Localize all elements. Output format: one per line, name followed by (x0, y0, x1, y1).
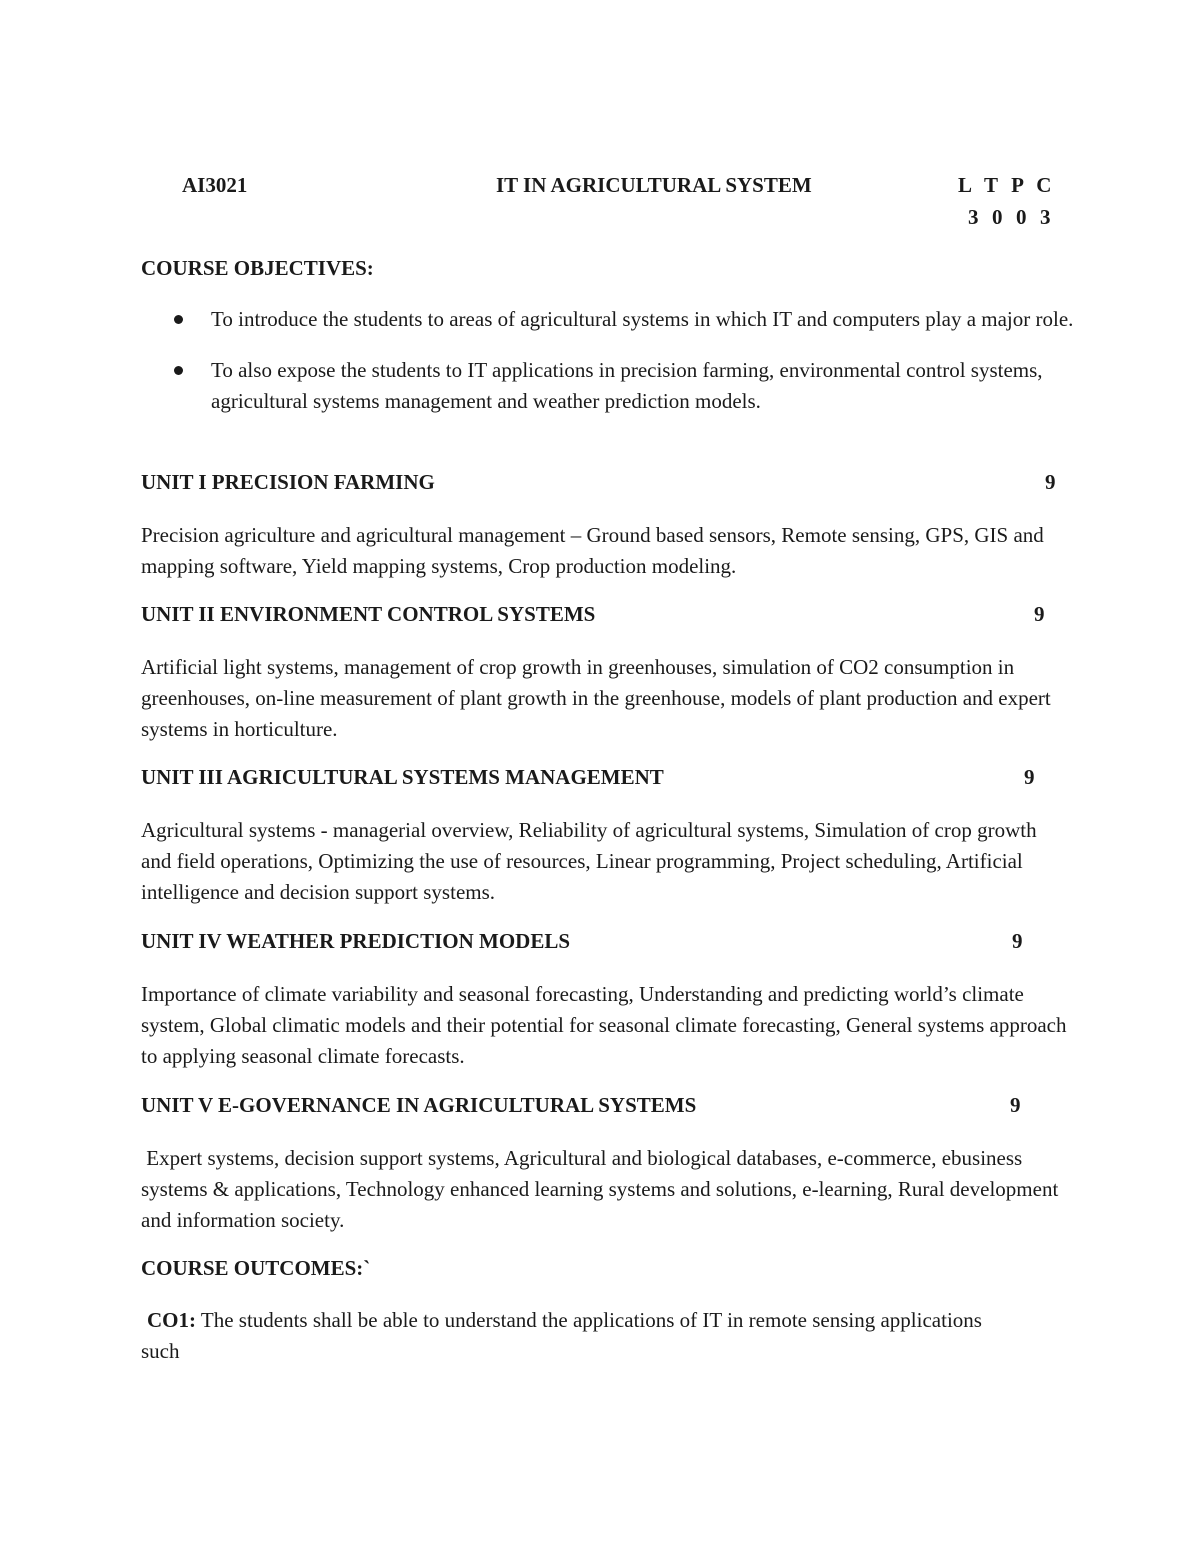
course-outcome-co1 (141, 1305, 1021, 1367)
objectives-list (141, 304, 1081, 437)
co1-text: The students shall be able to understand the applications of IT in remote sensing applications such (141, 1308, 982, 1363)
unit-heading (141, 765, 1061, 797)
unit-hours: 9 (1045, 470, 1056, 494)
outcomes-heading: COURSE OUTCOMES:` (141, 1256, 371, 1280)
unit-section-5 (141, 1093, 1064, 1236)
unit-hours: 9 (1024, 765, 1035, 789)
ltpc-values: 3 0 0 3 (968, 205, 1052, 229)
unit-title: UNIT IV WEATHER PREDICTION MODELS (141, 929, 571, 953)
bullet-icon (174, 315, 183, 324)
unit-description: Precision agriculture and agricultural management – Ground based sensors, Remote sensing, GPS, GIS and mapping software, Yield mapping systems, Crop production modeling. (141, 523, 1044, 578)
objective-text: To also expose the students to IT applications in precision farming, environmental control systems, agricultural systems management and weather prediction models. (211, 358, 1043, 413)
objective-item (141, 355, 1081, 417)
unit-section-2 (141, 602, 1061, 745)
objectives-heading: COURSE OBJECTIVES: (141, 256, 374, 280)
co1-label: CO1: (147, 1308, 196, 1332)
ltpc-labels: L T P C (958, 173, 1053, 197)
bullet-icon (174, 366, 183, 375)
unit-hours: 9 (1010, 1093, 1021, 1117)
unit-heading (141, 929, 1061, 961)
unit-title: UNIT II ENVIRONMENT CONTROL SYSTEMS (141, 602, 596, 626)
course-title: IT IN AGRICULTURAL SYSTEM (496, 173, 812, 197)
objective-item (141, 304, 1081, 335)
course-code: AI3021 (182, 173, 248, 197)
unit-description: Agricultural systems - managerial overview, Reliability of agricultural systems, Simulation of crop growth and field operations, Optimizing the use of resources, Linear programming, Project scheduling, Artificial intelligence and decision support systems. (141, 818, 1037, 904)
objective-text: To introduce the students to areas of agricultural systems in which IT and computers play a major role. (211, 307, 1074, 331)
unit-section-4 (141, 929, 1067, 1072)
unit-hours: 9 (1012, 929, 1023, 953)
unit-section-3 (141, 765, 1061, 908)
unit-description: Artificial light systems, management of crop growth in greenhouses, simulation of CO2 consumption in greenhouses, on-line measurement of plant growth in the greenhouse, models of plant production and expert systems in horticulture. (141, 655, 1051, 741)
unit-description: Expert systems, decision support systems, Agricultural and biological databases, e-commerce, ebusiness systems & applications, Technology enhanced learning systems and solutions, e-learning, Rural development and information society. (141, 1146, 1064, 1232)
unit-heading (141, 602, 1061, 634)
unit-title: UNIT V E-GOVERNANCE IN AGRICULTURAL SYSTEMS (141, 1093, 697, 1117)
unit-heading (141, 470, 1061, 502)
unit-description: Importance of climate variability and seasonal forecasting, Understanding and predicting world’s climate system, Global climatic models and their potential for seasonal climate forecasting, General systems approach to applying seasonal climate forecasts. (141, 982, 1067, 1068)
unit-hours: 9 (1034, 602, 1045, 626)
unit-title: UNIT III AGRICULTURAL SYSTEMS MANAGEMENT (141, 765, 664, 789)
unit-section-1 (141, 470, 1061, 582)
unit-heading (141, 1093, 1061, 1125)
unit-title: UNIT I PRECISION FARMING (141, 470, 435, 494)
